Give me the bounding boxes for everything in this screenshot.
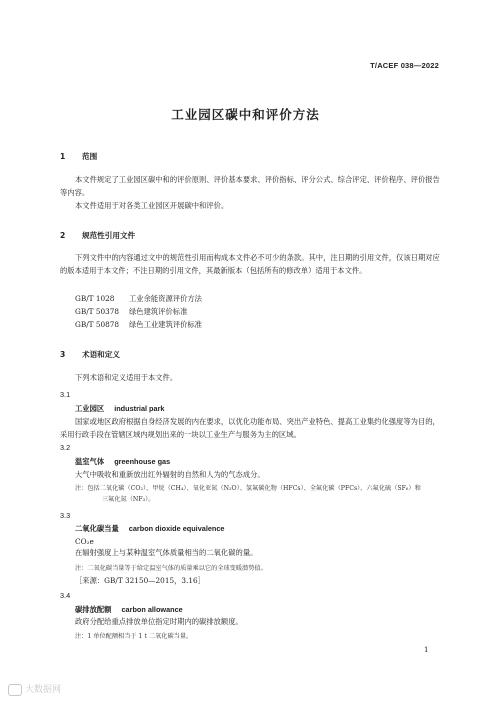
term-chinese: 碳排放配额: [75, 605, 112, 614]
term-heading: [75, 457, 170, 467]
section-1-paragraph-1: 本文件规定了工业园区碳中和的评价原则、评价基本要求、评价指标、评分公式、综合评定、评价程序、评价报告等内容。: [60, 175, 440, 197]
section-number: 3: [60, 350, 66, 359]
section-1-paragraph-2: 本文件适用于对各类工业园区开展碳中和评价。: [75, 201, 229, 210]
reference-item: [75, 294, 202, 304]
watermark-logo-icon: [8, 684, 22, 696]
page-number: 1: [424, 646, 429, 654]
term-english: industrial park: [114, 404, 165, 413]
term-definition: 在辐射强度上与某种温室气体质量相当的二氧化碳的量。: [75, 548, 258, 557]
reference-code: GB/T 50378: [75, 307, 120, 316]
term-english: carbon allowance: [121, 605, 183, 614]
reference-code: GB/T 1028: [75, 294, 115, 303]
watermark-text: 大数据网: [25, 685, 62, 695]
term-heading: [75, 524, 224, 534]
reference-item: [75, 320, 202, 330]
term-number: 3.2: [60, 443, 71, 452]
reference-title: 绿色工业建筑评价标准: [129, 320, 202, 329]
reference-item: [75, 307, 187, 317]
term-number: 3.4: [60, 591, 71, 600]
term-heading: [75, 404, 164, 414]
section-2-paragraph-1: 下列文件中的内容通过文中的规范性引用而构成本文件必不可少的条款。其中，注日期的引用文件，仅该日期对应的版本适用于本文件；不注日期的引用文件，其最新版本（包括所有的修改单）适用于本文件。: [60, 253, 440, 275]
term-number: 3.3: [60, 511, 71, 520]
term-note: [75, 483, 459, 505]
term-english: carbon dioxide equivalence: [128, 524, 225, 533]
section-title: 范围: [82, 152, 98, 161]
term-definition: 大气中吸收和重新放出红外辐射的自然和人为的气态成分。: [75, 470, 265, 479]
watermark: [8, 682, 61, 696]
term-note: 注：1 单位配额相当于 1 t 二氧化碳当量。: [75, 633, 193, 640]
term-chinese: 二氧化碳当量: [75, 524, 119, 533]
reference-code: GB/T 50878: [75, 320, 120, 329]
section-number: 2: [60, 231, 66, 240]
term-number: 3.1: [60, 390, 71, 399]
reference-title: 工业余能资源评价方法: [129, 294, 202, 303]
term-note: 注：二氧化碳当量等于给定温室气体的质量乘以它的全球变暖潜势值。: [75, 565, 267, 572]
term-heading: [75, 605, 183, 615]
standard-code: T/ACEF 038—2022: [370, 61, 439, 70]
term-source: ［来源：GB/T 32150—2015，3.16］: [75, 576, 205, 585]
document-title: 工业园区碳中和评价方法: [171, 107, 320, 122]
section-2-heading: [60, 230, 135, 241]
section-title: 术语和定义: [82, 350, 120, 359]
section-1-heading: [60, 151, 97, 162]
term-symbol: CO₂e: [75, 537, 94, 546]
term-definition: 国家或地区政府根据自身经济发展的内在要求，以优化功能布局、突出产业特色、提高工业集约化强度等为目的，采用行政手段在管辖区域内规划出来的一块以工业生产与服务为主的区域。: [60, 417, 440, 439]
reference-title: 绿色建筑评价标准: [129, 307, 188, 316]
note-line: 三氟化氮（NF₃）。: [102, 496, 155, 503]
section-3-heading: [60, 349, 120, 360]
term-definition: 政府分配给重点排放单位指定时期内的碳排放额度。: [75, 617, 243, 626]
section-number: 1: [60, 152, 66, 161]
term-chinese: 工业园区: [75, 404, 105, 413]
section-3-paragraph-1: 下列术语和定义适用于本文件。: [75, 373, 178, 382]
note-line: 注：包括二氧化碳（CO₂）、甲烷（CH₄）、氧化亚氮（N₂O）、氢氟碳化物（HFCs）、全氟化碳（PFCs）、六氟化硫（SF₆）和: [75, 485, 421, 492]
section-title: 规范性引用文件: [82, 231, 136, 240]
term-chinese: 温室气体: [75, 457, 105, 466]
term-english: greenhouse gas: [114, 457, 171, 466]
